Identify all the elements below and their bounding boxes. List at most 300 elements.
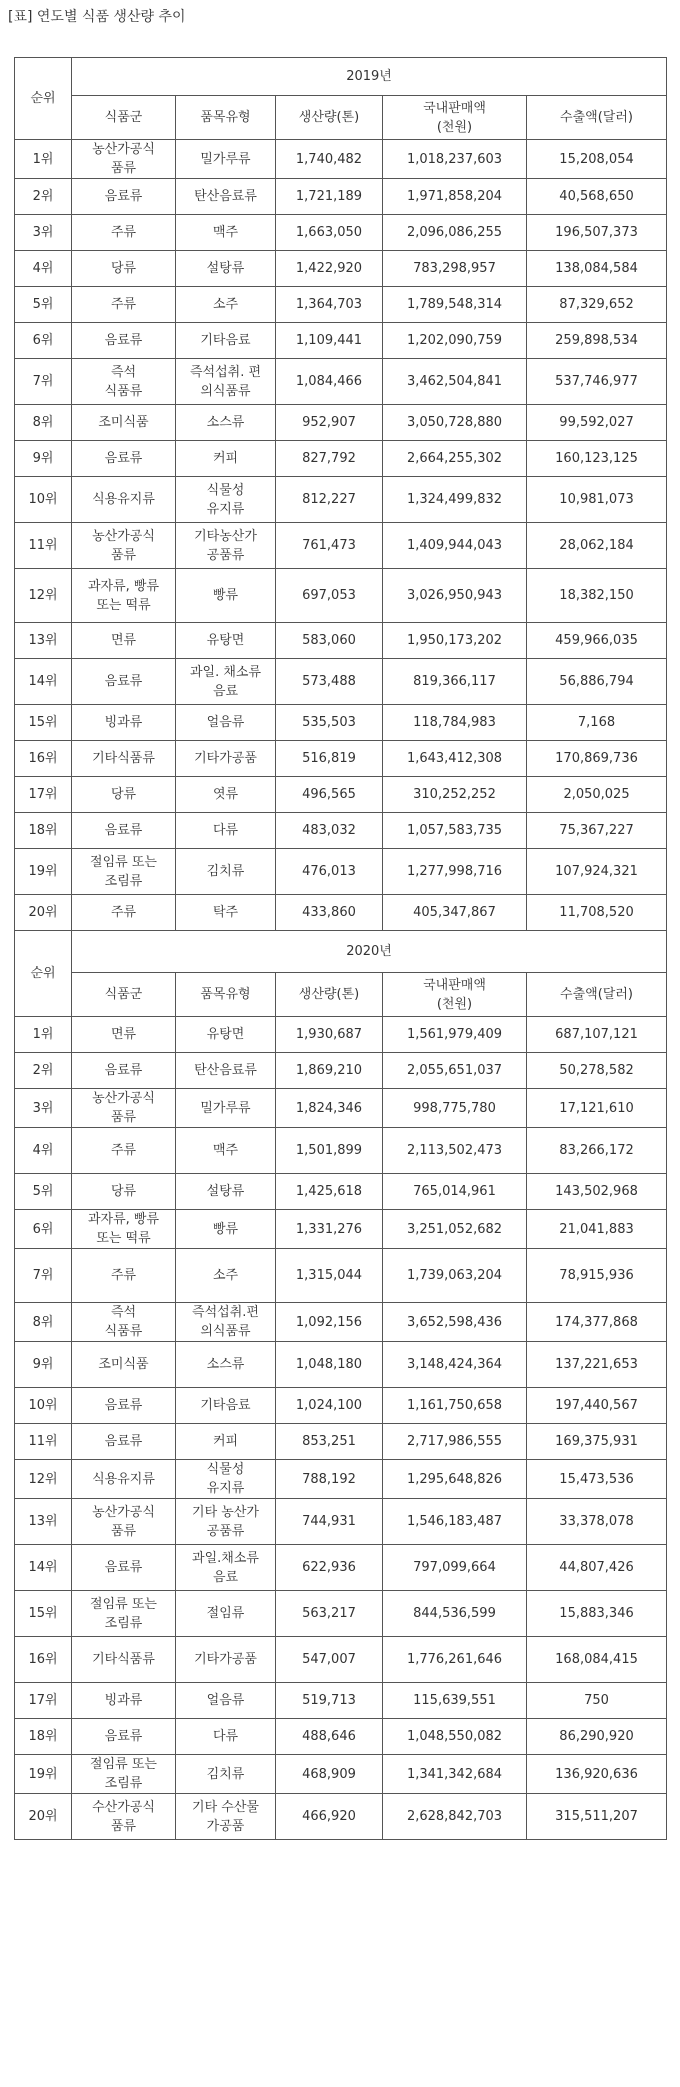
domestic-sales-cell: 115,639,551 [383, 1683, 527, 1719]
rank-cell: 4위 [15, 251, 72, 287]
food-group-cell [72, 1794, 176, 1840]
food-group-line: 음료류 [104, 674, 143, 689]
rank-cell: 8위 [15, 405, 72, 441]
item-type-line: 공품류 [206, 547, 245, 563]
food-group-cell [72, 849, 176, 895]
food-group-cell [72, 1591, 176, 1637]
table-row [15, 1719, 667, 1755]
rank-cell: 10위 [15, 1388, 72, 1424]
item-type-line: 밀가루류 [200, 151, 251, 167]
food-group-line: 음료류 [104, 1063, 143, 1078]
domestic-sales-cell: 3,148,424,364 [383, 1342, 527, 1388]
food-group-cell [72, 477, 176, 523]
item-type-line: 얼음류 [206, 1693, 245, 1708]
table-row [15, 1424, 667, 1460]
domestic-sales-cell: 3,251,052,682 [383, 1210, 527, 1249]
production-cell: 547,007 [276, 1637, 383, 1683]
export-cell: 160,123,125 [527, 441, 667, 477]
food-group-cell [72, 1460, 176, 1499]
table-row [15, 1499, 667, 1545]
food-group-cell [72, 1128, 176, 1174]
item-type-line: 즉석섭취. 편 [189, 364, 262, 380]
item-type-line: 유지류 [206, 1481, 245, 1496]
export-cell: 87,329,652 [527, 287, 667, 323]
export-cell: 99,592,027 [527, 405, 667, 441]
domestic-sales-cell: 2,628,842,703 [383, 1794, 527, 1840]
food-group-line: 주류 [110, 225, 137, 240]
domestic-sales-cell: 1,561,979,409 [383, 1017, 527, 1053]
header-domestic-sales-line: 국내판매액 [423, 977, 486, 993]
item-type-line: 빵류 [212, 1221, 239, 1237]
export-cell: 196,507,373 [527, 215, 667, 251]
table-row [15, 523, 667, 569]
export-cell: 259,898,534 [527, 323, 667, 359]
item-type-line: 소스류 [206, 1357, 245, 1372]
production-cell: 1,315,044 [276, 1249, 383, 1303]
table-row [15, 251, 667, 287]
header-production: 생산량(톤) [276, 973, 383, 1017]
domestic-sales-cell: 2,055,651,037 [383, 1053, 527, 1089]
food-group-cell [72, 215, 176, 251]
domestic-sales-cell: 765,014,961 [383, 1174, 527, 1210]
food-group-line: 식용유지류 [92, 1471, 155, 1487]
food-group-line: 품류 [110, 161, 137, 176]
food-group-cell [72, 569, 176, 623]
header-domestic-sales-line: (천원) [436, 996, 473, 1012]
header-domestic-sales [383, 96, 527, 140]
table-row [15, 1174, 667, 1210]
header-production: 생산량(톤) [276, 96, 383, 140]
item-type-line: 소주 [212, 1268, 239, 1283]
production-cell: 468,909 [276, 1755, 383, 1794]
export-cell: 44,807,426 [527, 1545, 667, 1591]
item-type-cell [176, 1249, 276, 1303]
item-type-cell [176, 659, 276, 705]
year-header-row [15, 931, 667, 973]
table-caption: [표] 연도별 식품 생산량 추이 [8, 9, 186, 25]
item-type-cell [176, 441, 276, 477]
domestic-sales-cell: 1,409,944,043 [383, 523, 527, 569]
production-cell: 1,740,482 [276, 140, 383, 179]
food-group-line: 음료류 [104, 1729, 143, 1744]
production-cell: 788,192 [276, 1460, 383, 1499]
export-cell: 174,377,868 [527, 1303, 667, 1342]
domestic-sales-cell: 1,950,173,202 [383, 623, 527, 659]
item-type-cell [176, 1017, 276, 1053]
item-type-line: 음료 [212, 1569, 239, 1585]
production-cell: 496,565 [276, 777, 383, 813]
food-group-cell [72, 741, 176, 777]
food-group-line: 또는 떡류 [96, 1231, 151, 1246]
food-group-cell [72, 1089, 176, 1128]
table-row [15, 813, 667, 849]
item-type-line: 다류 [212, 1729, 239, 1744]
food-group-cell [72, 1683, 176, 1719]
food-group-cell [72, 623, 176, 659]
rank-cell: 14위 [15, 659, 72, 705]
production-cell: 622,936 [276, 1545, 383, 1591]
item-type-line: 다류 [212, 823, 239, 838]
food-group-line: 즉석 [110, 364, 137, 380]
domestic-sales-cell: 3,462,504,841 [383, 359, 527, 405]
export-cell: 28,062,184 [527, 523, 667, 569]
export-cell: 143,502,968 [527, 1174, 667, 1210]
item-type-cell [176, 1591, 276, 1637]
export-cell: 459,966,035 [527, 623, 667, 659]
item-type-cell [176, 1499, 276, 1545]
domestic-sales-cell: 1,341,342,684 [383, 1755, 527, 1794]
rank-cell: 16위 [15, 1637, 72, 1683]
production-cell: 812,227 [276, 477, 383, 523]
rank-cell: 7위 [15, 1249, 72, 1303]
item-type-line: 과일. 채소류 [189, 664, 262, 680]
production-cell: 1,331,276 [276, 1210, 383, 1249]
domestic-sales-cell: 1,048,550,082 [383, 1719, 527, 1755]
food-group-line: 주류 [110, 1143, 137, 1158]
item-type-cell [176, 741, 276, 777]
production-cell: 1,930,687 [276, 1017, 383, 1053]
table-row [15, 405, 667, 441]
food-production-table [14, 57, 667, 1840]
domestic-sales-cell: 1,277,998,716 [383, 849, 527, 895]
item-type-cell [176, 1210, 276, 1249]
item-type-line: 기타음료 [200, 1398, 251, 1413]
production-cell: 1,663,050 [276, 215, 383, 251]
rank-cell: 18위 [15, 1719, 72, 1755]
column-header-row [15, 973, 667, 1017]
export-cell: 17,121,610 [527, 1089, 667, 1128]
table-row [15, 1388, 667, 1424]
header-group: 식품군 [72, 96, 176, 140]
item-type-line: 유탕면 [206, 633, 245, 648]
item-type-line: 과일.채소류 [192, 1550, 259, 1566]
rank-cell: 18위 [15, 813, 72, 849]
export-cell: 56,886,794 [527, 659, 667, 705]
food-group-line: 과자류, 빵류 [87, 578, 160, 594]
production-cell: 1,109,441 [276, 323, 383, 359]
table-row [15, 179, 667, 215]
item-type-cell [176, 477, 276, 523]
food-group-line: 절임류 또는 [90, 1596, 157, 1612]
food-group-cell [72, 441, 176, 477]
table-row [15, 1755, 667, 1794]
export-cell: 107,924,321 [527, 849, 667, 895]
item-type-cell [176, 523, 276, 569]
item-type-cell [176, 1755, 276, 1794]
rank-cell: 13위 [15, 623, 72, 659]
domestic-sales-cell: 1,776,261,646 [383, 1637, 527, 1683]
food-group-cell [72, 1755, 176, 1794]
food-group-line: 절임류 또는 [90, 854, 157, 870]
food-group-line: 기타식품류 [92, 1652, 155, 1667]
domestic-sales-cell: 998,775,780 [383, 1089, 527, 1128]
item-type-cell [176, 251, 276, 287]
production-cell: 583,060 [276, 623, 383, 659]
table-row [15, 140, 667, 179]
production-cell: 1,048,180 [276, 1342, 383, 1388]
item-type-line: 기타농산가 [194, 528, 257, 544]
table-row [15, 895, 667, 931]
food-group-line: 농산가공식 [92, 1504, 155, 1520]
item-type-cell [176, 705, 276, 741]
food-group-line: 조림류 [104, 1615, 143, 1631]
rank-cell: 11위 [15, 1424, 72, 1460]
domestic-sales-cell: 310,252,252 [383, 777, 527, 813]
domestic-sales-cell: 118,784,983 [383, 705, 527, 741]
item-type-line: 즉석섭취.편 [192, 1305, 259, 1320]
domestic-sales-cell: 844,536,599 [383, 1591, 527, 1637]
rank-header: 순위 [15, 58, 72, 140]
header-domestic-sales-line: (천원) [436, 119, 473, 135]
table-row [15, 215, 667, 251]
table-row [15, 1683, 667, 1719]
production-cell: 1,422,920 [276, 251, 383, 287]
production-cell: 952,907 [276, 405, 383, 441]
domestic-sales-cell: 1,018,237,603 [383, 140, 527, 179]
table-row [15, 441, 667, 477]
table-row [15, 777, 667, 813]
item-type-line: 식물성 [206, 1462, 245, 1477]
food-group-cell [72, 1388, 176, 1424]
item-type-line: 유지류 [206, 501, 245, 517]
food-group-line: 조미식품 [98, 415, 149, 430]
food-group-line: 음료류 [104, 451, 143, 466]
food-group-line: 식품류 [104, 1324, 143, 1339]
table-row [15, 1053, 667, 1089]
table-row [15, 659, 667, 705]
domestic-sales-cell: 783,298,957 [383, 251, 527, 287]
item-type-cell [176, 623, 276, 659]
production-cell: 1,501,899 [276, 1128, 383, 1174]
production-cell: 1,869,210 [276, 1053, 383, 1089]
export-cell: 75,367,227 [527, 813, 667, 849]
item-type-cell [176, 323, 276, 359]
food-group-line: 당류 [110, 787, 137, 802]
food-group-line: 면류 [110, 1027, 137, 1042]
rank-cell: 8위 [15, 1303, 72, 1342]
food-group-line: 주류 [110, 905, 137, 920]
item-type-line: 소스류 [206, 415, 245, 430]
rank-cell: 13위 [15, 1499, 72, 1545]
export-cell: 86,290,920 [527, 1719, 667, 1755]
table-row [15, 741, 667, 777]
food-group-line: 당류 [110, 261, 137, 276]
table-row [15, 1460, 667, 1499]
item-type-line: 기타가공품 [194, 751, 257, 766]
export-cell: 11,708,520 [527, 895, 667, 931]
production-cell: 1,024,100 [276, 1388, 383, 1424]
food-group-line: 조미식품 [98, 1357, 149, 1372]
production-cell: 1,824,346 [276, 1089, 383, 1128]
food-group-cell [72, 1017, 176, 1053]
item-type-cell [176, 359, 276, 405]
food-group-line: 즉석 [110, 1305, 137, 1320]
item-type-line: 빵류 [212, 588, 239, 603]
food-group-cell [72, 179, 176, 215]
food-group-line: 음료류 [104, 1398, 143, 1413]
food-group-line: 조림류 [104, 1776, 143, 1791]
item-type-cell [176, 849, 276, 895]
food-group-line: 품류 [110, 547, 137, 563]
rank-cell: 17위 [15, 777, 72, 813]
item-type-line: 유탕면 [206, 1027, 245, 1042]
domestic-sales-cell: 1,295,648,826 [383, 1460, 527, 1499]
production-cell: 1,721,189 [276, 179, 383, 215]
rank-cell: 7위 [15, 359, 72, 405]
item-type-cell [176, 1719, 276, 1755]
item-type-cell [176, 813, 276, 849]
rank-cell: 9위 [15, 1342, 72, 1388]
table-row [15, 705, 667, 741]
food-group-cell [72, 659, 176, 705]
export-cell: 138,084,584 [527, 251, 667, 287]
table-row [15, 287, 667, 323]
item-type-line: 절임류 [206, 1606, 245, 1621]
rank-cell: 15위 [15, 705, 72, 741]
production-cell: 466,920 [276, 1794, 383, 1840]
domestic-sales-cell: 1,971,858,204 [383, 179, 527, 215]
table-row [15, 1637, 667, 1683]
export-cell: 21,041,883 [527, 1210, 667, 1249]
food-group-line: 빙과류 [104, 715, 143, 730]
export-cell: 50,278,582 [527, 1053, 667, 1089]
food-group-line: 주류 [110, 297, 137, 312]
food-group-line: 음료류 [104, 333, 143, 348]
food-group-cell [72, 359, 176, 405]
food-group-cell [72, 405, 176, 441]
item-type-cell [176, 1683, 276, 1719]
header-group: 식품군 [72, 973, 176, 1017]
item-type-line: 기타 농산가 [192, 1504, 259, 1520]
rank-cell: 15위 [15, 1591, 72, 1637]
item-type-line: 맥주 [212, 225, 239, 240]
production-cell: 761,473 [276, 523, 383, 569]
table-row [15, 477, 667, 523]
export-cell: 136,920,636 [527, 1755, 667, 1794]
food-group-cell [72, 1210, 176, 1249]
food-group-line: 품류 [110, 1110, 137, 1125]
export-cell: 197,440,567 [527, 1388, 667, 1424]
rank-cell: 16위 [15, 741, 72, 777]
food-group-line: 음료류 [104, 823, 143, 838]
item-type-line: 커피 [212, 451, 239, 466]
item-type-cell [176, 1303, 276, 1342]
item-type-cell [176, 569, 276, 623]
production-cell: 744,931 [276, 1499, 383, 1545]
rank-cell: 20위 [15, 1794, 72, 1840]
item-type-line: 엿류 [212, 787, 239, 802]
item-type-line: 커피 [212, 1434, 239, 1449]
item-type-cell [176, 1388, 276, 1424]
year-label: 2020년 [72, 931, 667, 973]
food-group-line: 조림류 [104, 873, 143, 889]
domestic-sales-cell: 1,789,548,314 [383, 287, 527, 323]
food-group-cell [72, 1499, 176, 1545]
food-group-line: 당류 [110, 1184, 137, 1199]
item-type-line: 식물성 [206, 482, 245, 498]
food-group-line: 농산가공식 [92, 1091, 155, 1106]
rank-cell: 4위 [15, 1128, 72, 1174]
rank-cell: 6위 [15, 1210, 72, 1249]
rank-cell: 14위 [15, 1545, 72, 1591]
item-type-cell [176, 1128, 276, 1174]
export-cell: 83,266,172 [527, 1128, 667, 1174]
domestic-sales-cell: 2,717,986,555 [383, 1424, 527, 1460]
export-cell: 315,511,207 [527, 1794, 667, 1840]
food-group-line: 식품류 [104, 383, 143, 399]
food-group-cell [72, 1342, 176, 1388]
item-type-cell [176, 1460, 276, 1499]
food-group-line: 농산가공식 [92, 142, 155, 157]
export-cell: 137,221,653 [527, 1342, 667, 1388]
rank-cell: 5위 [15, 1174, 72, 1210]
domestic-sales-cell: 3,050,728,880 [383, 405, 527, 441]
domestic-sales-cell: 3,652,598,436 [383, 1303, 527, 1342]
table-body [15, 58, 667, 1840]
food-group-line: 농산가공식 [92, 528, 155, 544]
food-group-line: 수산가공식 [92, 1799, 155, 1815]
table-row [15, 849, 667, 895]
rank-cell: 5위 [15, 287, 72, 323]
item-type-line: 소주 [212, 297, 239, 312]
header-type: 품목유형 [176, 973, 276, 1017]
item-type-line: 김치류 [206, 864, 245, 879]
item-type-cell [176, 215, 276, 251]
item-type-cell [176, 1794, 276, 1840]
item-type-cell [176, 287, 276, 323]
export-cell: 33,378,078 [527, 1499, 667, 1545]
rank-cell: 11위 [15, 523, 72, 569]
header-domestic-sales-line: 국내판매액 [423, 100, 486, 116]
rank-cell: 10위 [15, 477, 72, 523]
food-group-line: 품류 [110, 1818, 137, 1834]
item-type-line: 기타음료 [200, 333, 251, 348]
food-group-cell [72, 1303, 176, 1342]
food-group-cell [72, 1424, 176, 1460]
food-group-cell [72, 1545, 176, 1591]
item-type-cell [176, 1342, 276, 1388]
item-type-line: 공품류 [206, 1523, 245, 1539]
rank-header: 순위 [15, 931, 72, 1017]
item-type-cell [176, 777, 276, 813]
table-row [15, 1545, 667, 1591]
table-row [15, 569, 667, 623]
domestic-sales-cell: 2,096,086,255 [383, 215, 527, 251]
item-type-line: 기타가공품 [194, 1652, 257, 1667]
food-group-cell [72, 1637, 176, 1683]
item-type-cell [176, 1424, 276, 1460]
table-row [15, 623, 667, 659]
food-group-cell [72, 777, 176, 813]
production-cell: 563,217 [276, 1591, 383, 1637]
production-cell: 573,488 [276, 659, 383, 705]
production-cell: 1,084,466 [276, 359, 383, 405]
export-cell: 537,746,977 [527, 359, 667, 405]
food-group-cell [72, 287, 176, 323]
rank-cell: 19위 [15, 849, 72, 895]
item-type-line: 설탕류 [206, 1184, 245, 1199]
table-row [15, 1794, 667, 1840]
item-type-line: 밀가루류 [200, 1100, 251, 1116]
export-cell: 2,050,025 [527, 777, 667, 813]
food-group-cell [72, 895, 176, 931]
table-row [15, 1210, 667, 1249]
rank-cell: 1위 [15, 140, 72, 179]
domestic-sales-cell: 1,546,183,487 [383, 1499, 527, 1545]
food-group-line: 면류 [110, 633, 137, 648]
food-group-cell [72, 1249, 176, 1303]
item-type-line: 얼음류 [206, 715, 245, 730]
